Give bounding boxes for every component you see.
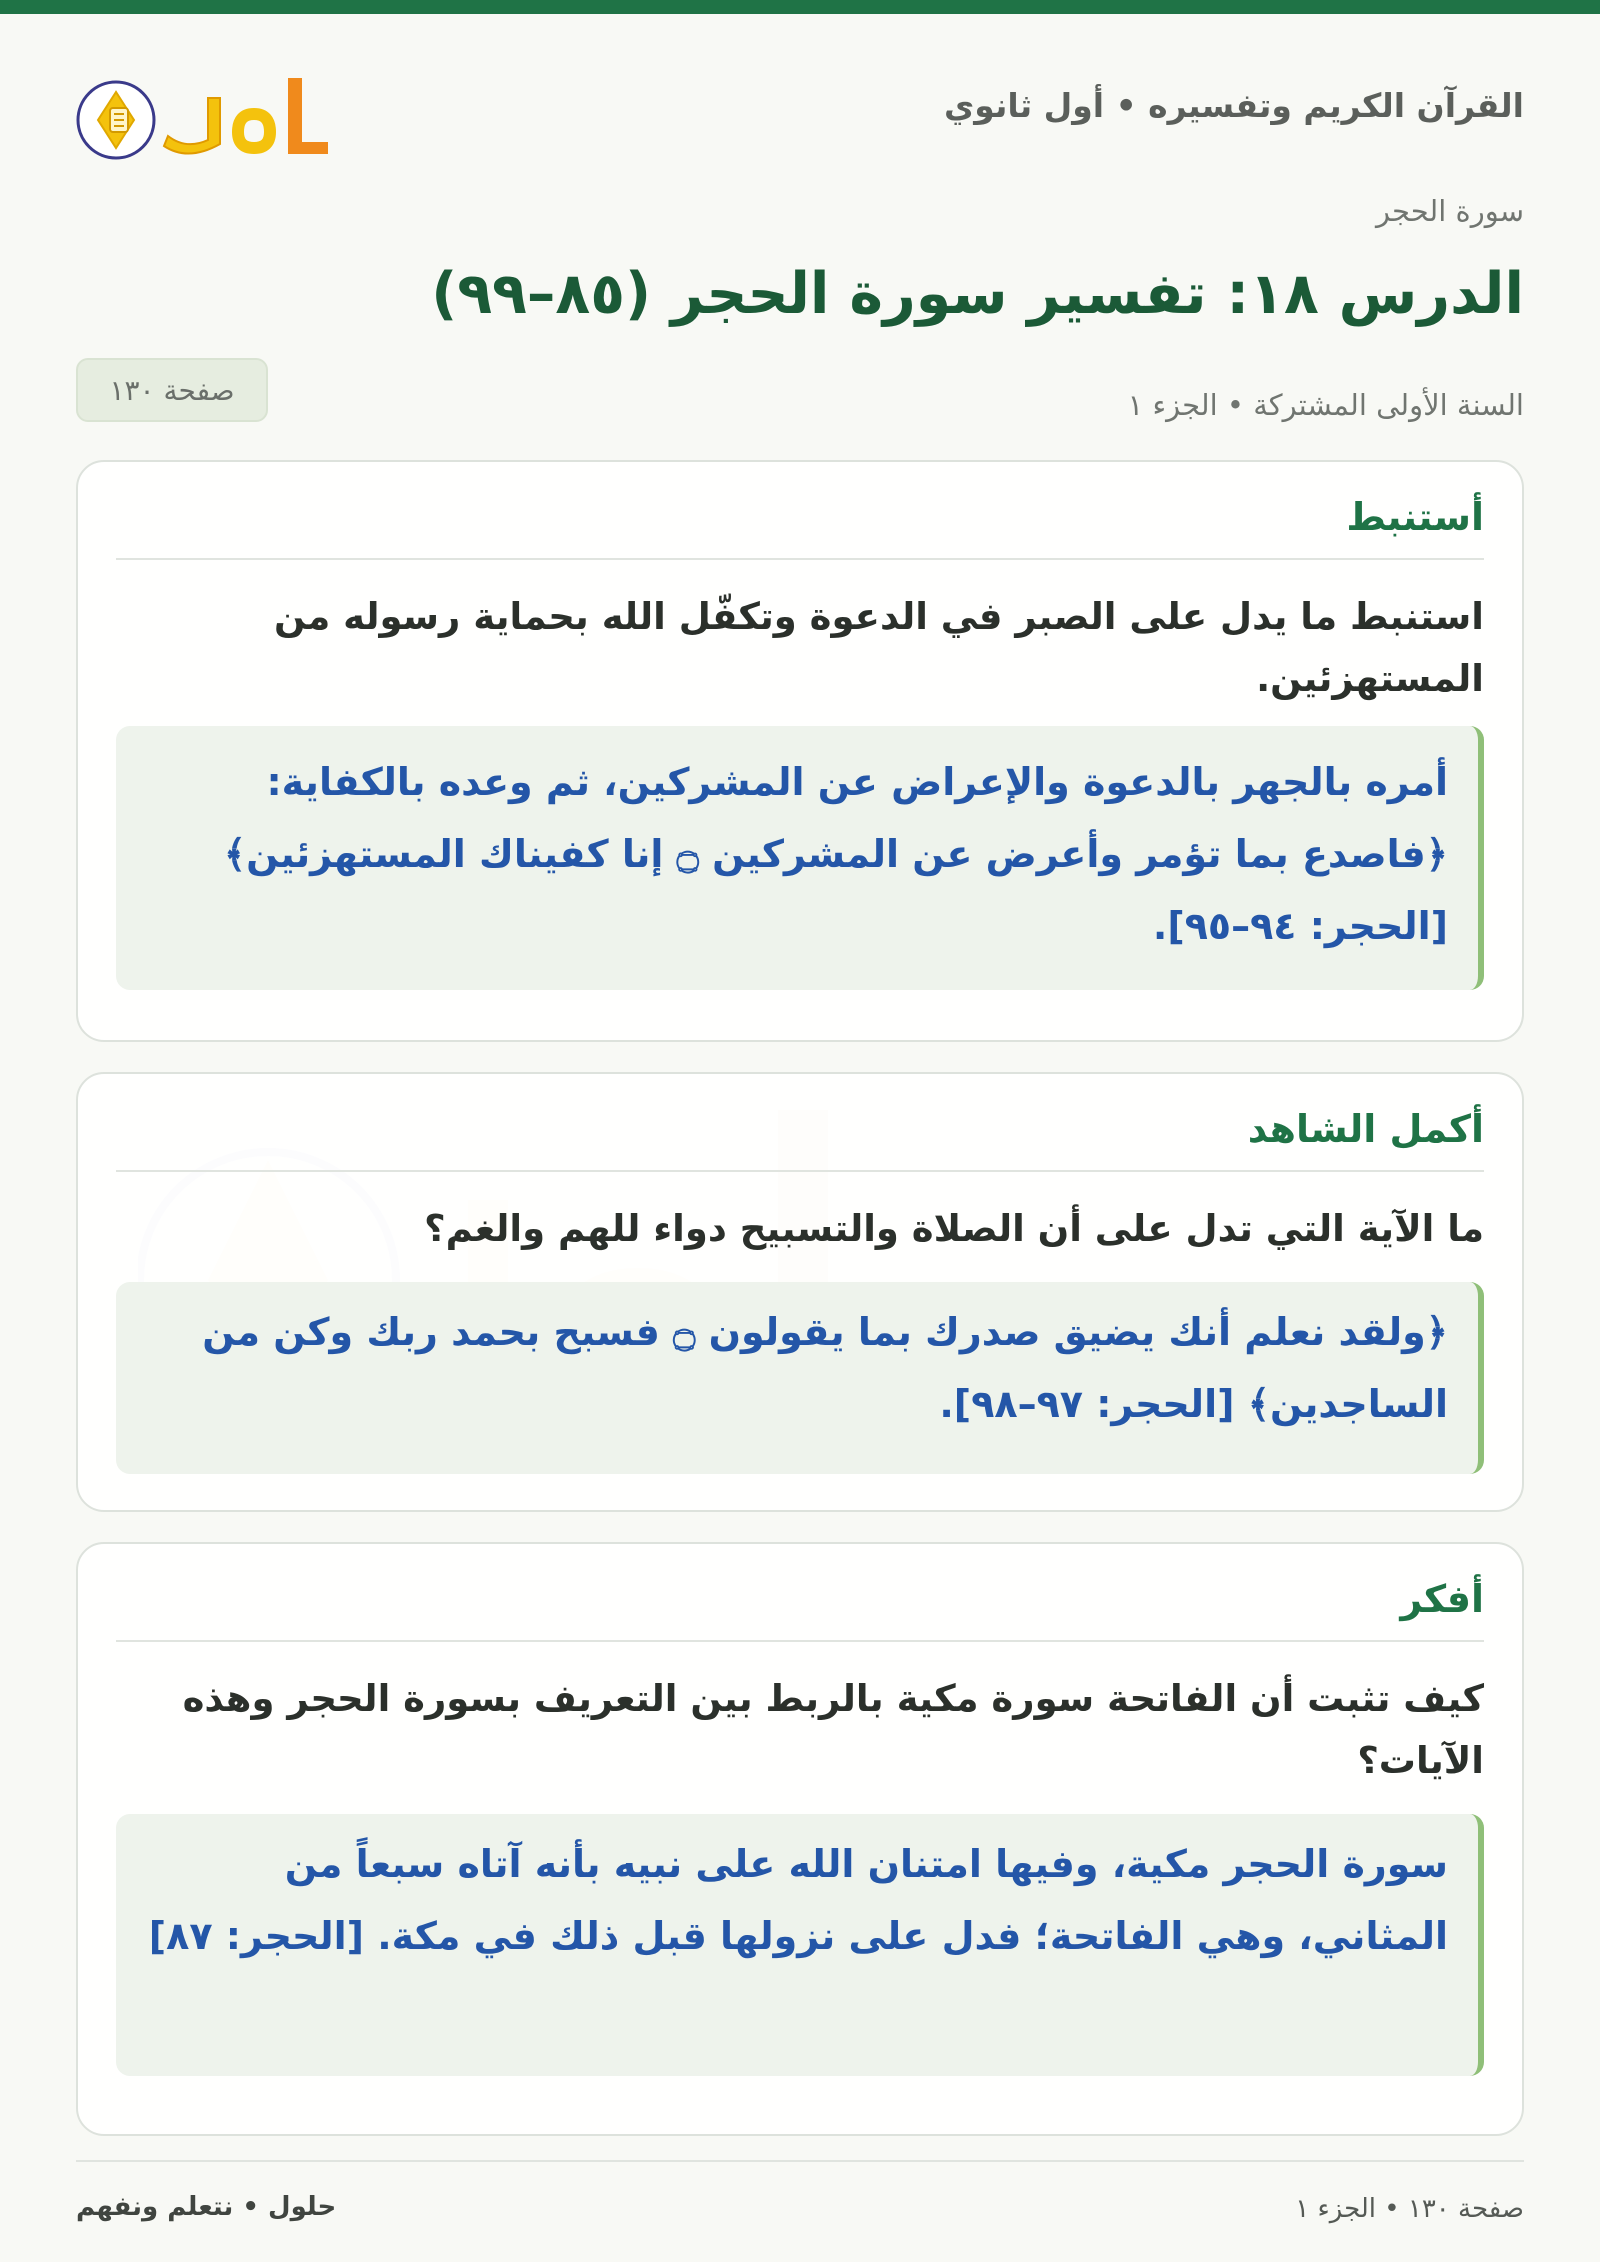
card-question: كيف تثبت أن الفاتحة سورة مكية بالربط بين التعريف بسورة الحجر وهذه الآيات؟ — [182, 1677, 1484, 1782]
page-header — [76, 14, 1524, 200]
footer-divider — [76, 2160, 1524, 2162]
card-heading: أستنبط — [116, 462, 1484, 560]
lesson-meta: السنة الأولى المشتركة • الجزء ١ — [1127, 388, 1524, 422]
surah-name: سورة الحجر — [1375, 194, 1524, 228]
answer-text: أمره بالجهر بالدعوة والإعراض عن المشركين، ثم وعده بالكفاية: ﴿فاصدع بما تؤمر وأعرض عن المشركين ۝ إنا كفيناك المستهزئين﴾ [الحجر: ٩٤–٩٥]. — [223, 760, 1448, 948]
top-accent-bar — [0, 0, 1600, 14]
card-think — [76, 1542, 1524, 2136]
card-complete-evidence — [76, 1072, 1524, 1512]
footer-page-info: صفحة ١٣٠ • الجزء ١ — [1295, 2194, 1524, 2224]
page-content — [76, 14, 1524, 1958]
subject-title: القرآن الكريم وتفسيره • أول ثانوي — [944, 86, 1524, 125]
answer-box — [116, 1282, 1484, 1474]
footer-brand: حلول • نتعلم ونفهم — [76, 2192, 337, 2222]
hulul-logo — [76, 58, 336, 168]
lesson-title: الدرس ١٨: تفسير سورة الحجر (٨٥–٩٩) — [431, 261, 1524, 327]
answer-text: ﴿ولقد نعلم أنك يضيق صدرك بما يقولون ۝ فسبح بحمد ربك وكن من الساجدين﴾ [الحجر: ٩٧–٩٨]. — [202, 1310, 1448, 1426]
card-deduce — [76, 460, 1524, 1042]
answer-text: سورة الحجر مكية، وفيها امتنان الله على نبيه بأنه آتاه سبعاً من المثاني، وهي الفاتحة؛ فدل على نزولها قبل ذلك في مكة. [الحجر: ٨٧] — [148, 1842, 1448, 1958]
answer-box — [116, 726, 1484, 990]
card-question: استنبط ما يدل على الصبر في الدعوة وتكفّل الله بحماية رسوله من المستهزئين. — [274, 595, 1484, 700]
card-heading: أفكر — [116, 1544, 1484, 1642]
answer-box — [116, 1814, 1484, 2076]
card-question: ما الآية التي تدل على أن الصلاة والتسبيح دواء للهم والغم؟ — [424, 1207, 1484, 1250]
page-number-badge: صفحة ١٣٠ — [76, 358, 268, 422]
card-heading: أكمل الشاهد — [116, 1074, 1484, 1172]
